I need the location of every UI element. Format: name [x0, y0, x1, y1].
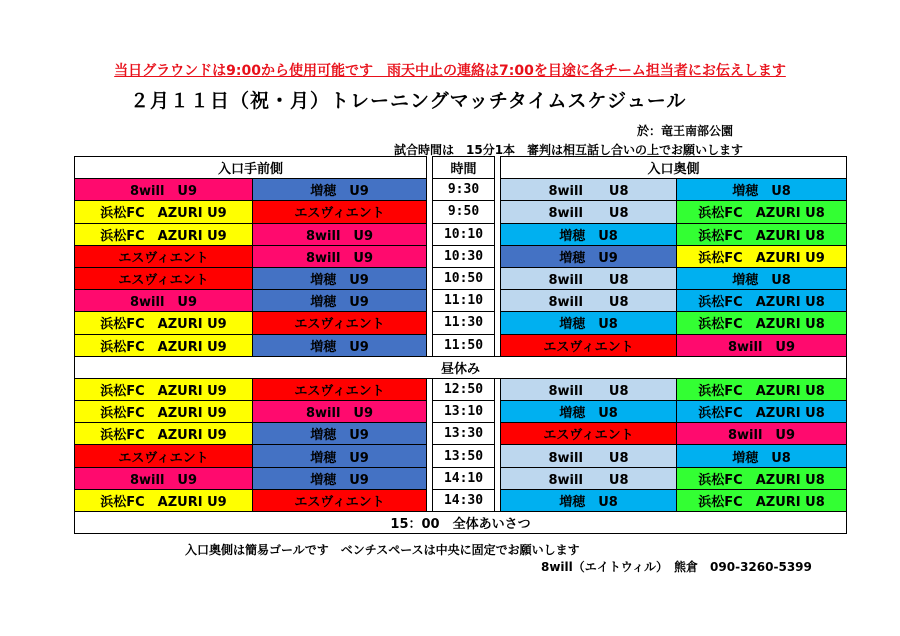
team-cell-front-left: 浜松FC AZURI U9 — [75, 312, 253, 334]
header-row — [75, 157, 847, 179]
team-cell-back-right: 浜松FC AZURI U9 — [677, 245, 847, 267]
team-cell-front-right: 8will U9 — [253, 401, 427, 423]
team-cell-front-left: 浜松FC AZURI U9 — [75, 489, 253, 511]
time-cell: 11:50 — [433, 334, 495, 356]
time-cell: 10:30 — [433, 245, 495, 267]
schedule-row — [75, 290, 847, 312]
page-title: ２月１１日（祝・月）トレーニングマッチタイムスケジュール — [130, 90, 687, 112]
schedule-row — [75, 423, 847, 445]
team-cell-back-left: 増穂 U8 — [501, 489, 677, 511]
team-cell-back-left: 8will U8 — [501, 179, 677, 201]
team-cell-back-right: 増穂 U8 — [677, 445, 847, 467]
time-cell: 14:10 — [433, 467, 495, 489]
team-cell-front-left: 浜松FC AZURI U9 — [75, 378, 253, 400]
team-cell-back-left: 8will U8 — [501, 290, 677, 312]
team-cell-back-left: エスヴィエント — [501, 334, 677, 356]
team-cell-back-left: 8will U8 — [501, 267, 677, 289]
time-cell: 10:10 — [433, 223, 495, 245]
time-cell: 9:30 — [433, 179, 495, 201]
schedule-row — [75, 267, 847, 289]
team-cell-back-right: 8will U9 — [677, 423, 847, 445]
team-cell-front-right: エスヴィエント — [253, 312, 427, 334]
team-cell-front-left: 浜松FC AZURI U9 — [75, 223, 253, 245]
schedule-row — [75, 245, 847, 267]
team-cell-back-right: 浜松FC AZURI U8 — [677, 401, 847, 423]
team-cell-back-left: エスヴィエント — [501, 423, 677, 445]
notice-text: 当日グラウンドは9:00から使用可能です 雨天中止の連絡は7:00を目途に各チーム担当者にお伝えします — [114, 63, 786, 79]
team-cell-back-right: 浜松FC AZURI U8 — [677, 223, 847, 245]
closing-ceremony-banner-row — [75, 512, 847, 534]
team-cell-front-right: エスヴィエント — [253, 201, 427, 223]
schedule-table — [74, 156, 847, 534]
team-cell-back-right: 浜松FC AZURI U8 — [677, 290, 847, 312]
schedule-row — [75, 467, 847, 489]
team-cell-front-left: エスヴィエント — [75, 267, 253, 289]
time-cell: 13:10 — [433, 401, 495, 423]
team-cell-back-left: 増穂 U9 — [501, 245, 677, 267]
team-cell-front-right: エスヴィエント — [253, 489, 427, 511]
time-cell: 11:30 — [433, 312, 495, 334]
team-cell-front-right: 8will U9 — [253, 223, 427, 245]
team-cell-front-right: 増穂 U9 — [253, 467, 427, 489]
team-cell-front-right: エスヴィエント — [253, 378, 427, 400]
time-cell: 11:10 — [433, 290, 495, 312]
lunch-break-banner: 昼休み — [75, 356, 847, 378]
team-cell-back-right: 8will U9 — [677, 334, 847, 356]
schedule-row — [75, 201, 847, 223]
team-cell-front-left: 浜松FC AZURI U9 — [75, 334, 253, 356]
schedule-row — [75, 179, 847, 201]
team-cell-front-right: 増穂 U9 — [253, 179, 427, 201]
team-cell-front-right: 増穂 U9 — [253, 267, 427, 289]
time-cell: 10:50 — [433, 267, 495, 289]
match-rule-text: 試合時間は 15分1本 審判は相互話し合いの上でお願いします — [394, 143, 744, 157]
team-cell-back-left: 増穂 U8 — [501, 223, 677, 245]
team-cell-front-right: 増穂 U9 — [253, 290, 427, 312]
closing-ceremony-banner: 15：00 全体あいさつ — [75, 512, 847, 534]
team-cell-back-right: 増穂 U8 — [677, 267, 847, 289]
team-cell-back-left: 増穂 U8 — [501, 401, 677, 423]
team-cell-back-right: 浜松FC AZURI U8 — [677, 467, 847, 489]
time-cell: 12:50 — [433, 378, 495, 400]
team-cell-front-left: 浜松FC AZURI U9 — [75, 201, 253, 223]
team-cell-front-left: 8will U9 — [75, 290, 253, 312]
team-cell-front-right: 増穂 U9 — [253, 423, 427, 445]
team-cell-back-right: 浜松FC AZURI U8 — [677, 489, 847, 511]
header-front-side: 入口手前側 — [75, 157, 427, 179]
time-cell: 13:30 — [433, 423, 495, 445]
schedule-row — [75, 445, 847, 467]
team-cell-back-right: 増穂 U8 — [677, 179, 847, 201]
team-cell-back-right: 浜松FC AZURI U8 — [677, 201, 847, 223]
team-cell-front-left: エスヴィエント — [75, 445, 253, 467]
team-cell-back-left: 8will U8 — [501, 445, 677, 467]
time-cell: 9:50 — [433, 201, 495, 223]
team-cell-back-right: 浜松FC AZURI U8 — [677, 312, 847, 334]
team-cell-front-left: エスヴィエント — [75, 245, 253, 267]
team-cell-front-right: 増穂 U9 — [253, 334, 427, 356]
lunch-break-banner-row — [75, 356, 847, 378]
schedule-row — [75, 334, 847, 356]
team-cell-front-left: 8will U9 — [75, 467, 253, 489]
team-cell-back-left: 8will U8 — [501, 467, 677, 489]
team-cell-front-left: 8will U9 — [75, 179, 253, 201]
schedule-row — [75, 378, 847, 400]
team-cell-front-right: 8will U9 — [253, 245, 427, 267]
schedule-row — [75, 489, 847, 511]
team-cell-back-left: 8will U8 — [501, 201, 677, 223]
venue-text: 於：竜王南部公園 — [637, 124, 734, 138]
team-cell-back-left: 増穂 U8 — [501, 312, 677, 334]
team-cell-back-right: 浜松FC AZURI U8 — [677, 378, 847, 400]
footer-note: 入口奥側は簡易ゴールです ベンチスペースは中央に固定でお願いします — [185, 543, 580, 557]
contact-info: 8will（エイトウィル） 熊倉 090-3260-5399 — [541, 560, 812, 574]
time-cell: 13:50 — [433, 445, 495, 467]
schedule-row — [75, 223, 847, 245]
schedule-row — [75, 312, 847, 334]
team-cell-front-left: 浜松FC AZURI U9 — [75, 401, 253, 423]
schedule-row — [75, 401, 847, 423]
team-cell-front-left: 浜松FC AZURI U9 — [75, 423, 253, 445]
header-back-side: 入口奥側 — [501, 157, 847, 179]
header-time: 時間 — [433, 157, 495, 179]
team-cell-front-right: 増穂 U9 — [253, 445, 427, 467]
time-cell: 14:30 — [433, 489, 495, 511]
team-cell-back-left: 8will U8 — [501, 378, 677, 400]
